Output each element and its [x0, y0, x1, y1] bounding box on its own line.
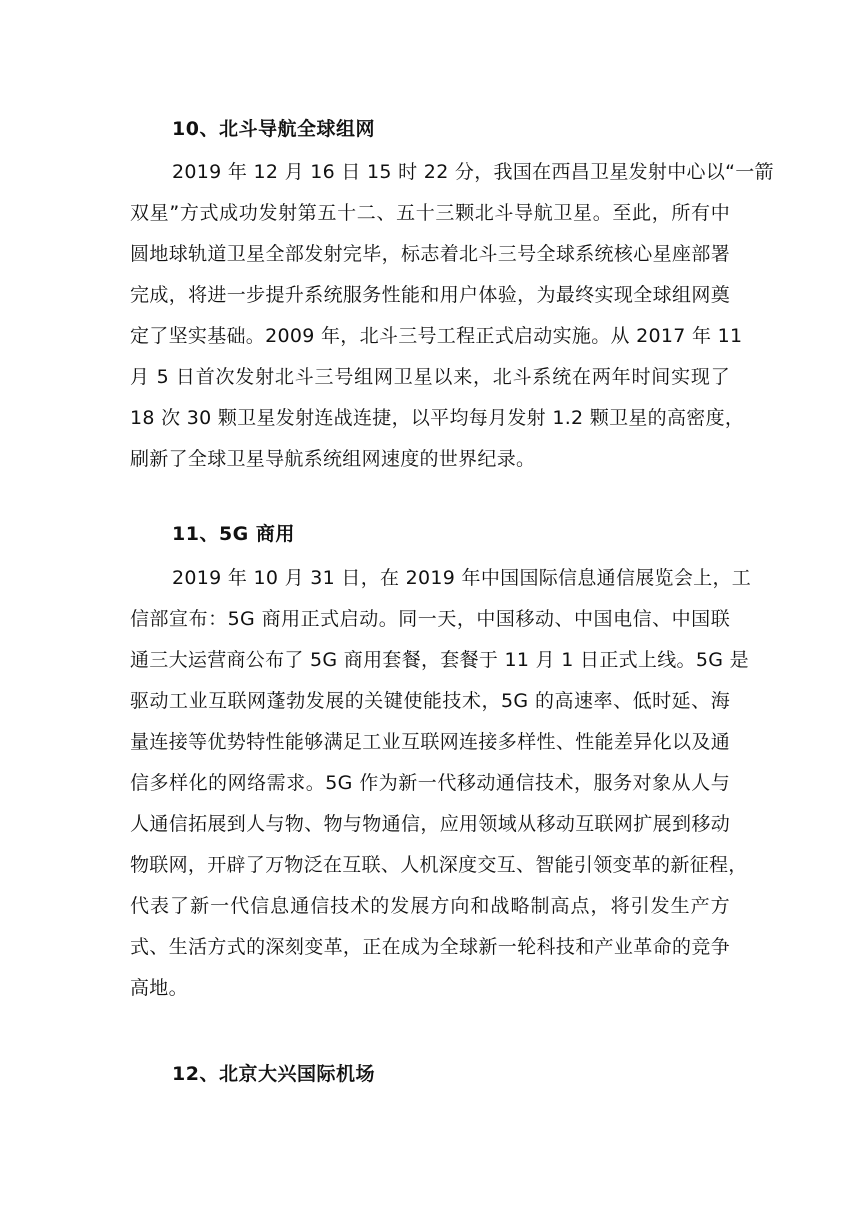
paragraph-line: 信部宣布：5G 商用正式启动。同一天，中国移动、中国电信、中国联	[130, 608, 730, 630]
paragraph-line: 驱动工业互联网蓬勃发展的关键使能技术，5G 的高速率、低时延、海	[130, 690, 730, 712]
paragraph-line: 高地。	[130, 977, 188, 999]
paragraph-line: 通三大运营商公布了 5G 商用套餐，套餐于 11 月 1 日正式上线。5G 是	[130, 649, 749, 671]
paragraph-line: 量连接等优势特性能够满足工业互联网连接多样性、性能差异化以及通	[130, 731, 730, 753]
paragraph-line: 月 5 日首次发射北斗三号组网卫星以来，北斗系统在两年时间实现了	[130, 366, 730, 388]
paragraph-line: 2019 年 12 月 16 日 15 时 22 分，我国在西昌卫星发射中心以“一箭	[172, 161, 774, 183]
section-heading-11: 11、5G 商用	[172, 523, 295, 545]
paragraph-line: 物联网，开辟了万物泛在互联、人机深度交互、智能引领变革的新征程，	[130, 854, 748, 876]
paragraph-line: 代表了新一代信息通信技术的发展方向和战略制高点，将引发生产方	[130, 895, 730, 917]
paragraph-line: 人通信拓展到人与物、物与物通信，应用领域从移动互联网扩展到移动	[130, 813, 730, 835]
section-heading-10: 10、北斗导航全球组网	[172, 118, 375, 140]
paragraph-line: 2019 年 10 月 31 日，在 2019 年中国国际信息通信展览会上，工	[172, 567, 752, 589]
paragraph-line: 圆地球轨道卫星全部发射完毕，标志着北斗三号全球系统核心星座部署	[130, 243, 730, 265]
paragraph-line: 双星”方式成功发射第五十二、五十三颗北斗导航卫星。至此，所有中	[130, 202, 730, 224]
section-heading-12: 12、北京大兴国际机场	[172, 1063, 375, 1085]
paragraph-line: 完成，将进一步提升系统服务性能和用户体验，为最终实现全球组网奠	[130, 284, 730, 306]
paragraph-line: 式、生活方式的深刻变革，正在成为全球新一轮科技和产业革命的竞争	[130, 936, 730, 958]
paragraph-line: 18 次 30 颗卫星发射连战连捷，以平均每月发射 1.2 颗卫星的高密度，	[130, 407, 745, 429]
paragraph-line: 定了坚实基础。2009 年，北斗三号工程正式启动实施。从 2017 年 11	[130, 325, 743, 347]
section-paragraph-11	[130, 558, 752, 1009]
paragraph-line: 信多样化的网络需求。5G 作为新一代移动通信技术，服务对象从人与	[130, 772, 730, 794]
paragraph-line: 刷新了全球卫星导航系统组网速度的世界纪录。	[130, 448, 536, 470]
section-paragraph-10	[130, 152, 774, 480]
